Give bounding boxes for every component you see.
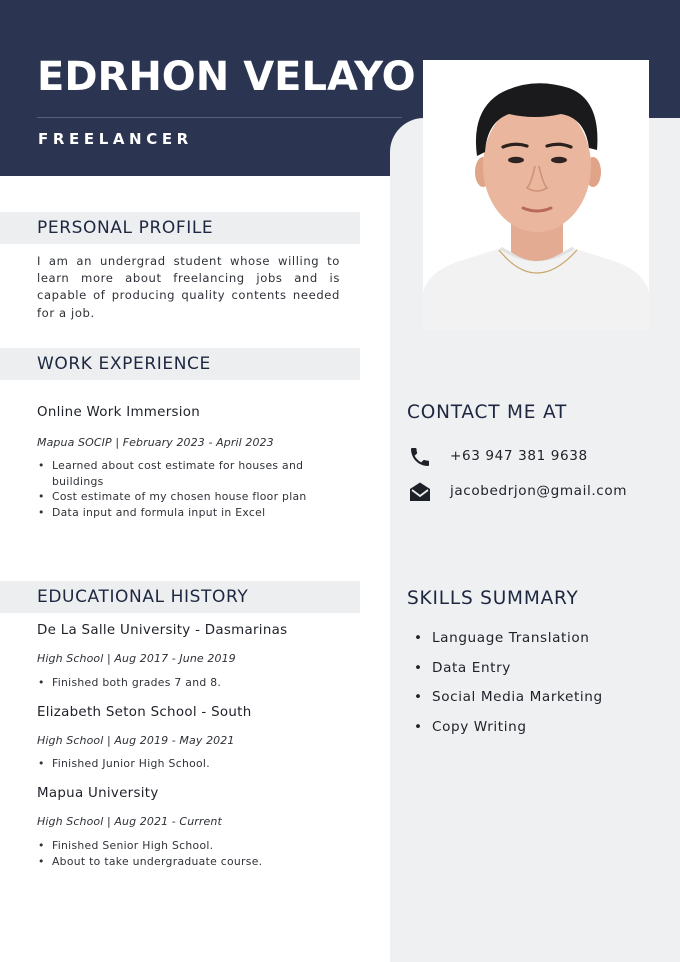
education-bullet-list [37, 838, 352, 869]
skills-list [414, 630, 603, 748]
contact-phone: +63 947 381 9638 [450, 448, 588, 464]
education-meta: High School | Aug 2019 - May 2021 [37, 734, 235, 747]
educational-history-title: EDUCATIONAL HISTORY [37, 587, 249, 607]
experience-meta: Mapua SOCIP | February 2023 - April 2023 [37, 436, 274, 449]
education-meta: High School | Aug 2017 - June 2019 [37, 652, 236, 665]
profile-photo [423, 60, 649, 330]
list-item: • Finished both grades 7 and 8. [52, 675, 352, 691]
list-item: • About to take undergraduate course. [52, 854, 352, 870]
experience-role: Online Work Immersion [37, 405, 201, 420]
education-school: Mapua University [37, 786, 159, 801]
education-school: Elizabeth Seton School - South [37, 705, 252, 720]
contact-email: jacobedrjon@gmail.com [450, 483, 628, 499]
person-name: EDRHON VELAYO [37, 54, 416, 100]
personal-profile-title: PERSONAL PROFILE [37, 218, 214, 238]
list-item: • Finished Junior High School. [52, 756, 352, 772]
work-experience-header [0, 348, 360, 380]
phone-icon [408, 445, 432, 469]
list-item: • Copy Writing [432, 719, 603, 749]
education-bullet-list [37, 756, 352, 772]
contact-title: CONTACT ME AT [407, 402, 568, 423]
education-meta: High School | Aug 2021 - Current [37, 815, 222, 828]
skills-title: SKILLS SUMMARY [407, 588, 579, 609]
list-item: • Data input and formula input in Excel [52, 505, 352, 521]
list-item: • Finished Senior High School. [52, 838, 352, 854]
header-divider [37, 117, 402, 118]
personal-profile-text: I am an undergrad student whose willing to learn more about freelancing jobs and is capable of producing quality contents needed for a job. [37, 254, 340, 320]
list-item: • Data Entry [432, 660, 603, 690]
list-item: • Cost estimate of my chosen house floor plan [52, 489, 352, 505]
list-item: • Learned about cost estimate for houses and buildings [52, 458, 352, 489]
job-title: FREELANCER [38, 130, 193, 148]
education-school: De La Salle University - Dasmarinas [37, 623, 288, 638]
envelope-icon [408, 480, 432, 504]
educational-history-header [0, 581, 360, 613]
work-experience-title: WORK EXPERIENCE [37, 354, 211, 374]
list-item: • Language Translation [432, 630, 603, 660]
education-bullet-list [37, 675, 352, 691]
personal-profile-header [0, 212, 360, 244]
list-item: • Social Media Marketing [432, 689, 603, 719]
experience-bullet-list [37, 458, 352, 520]
